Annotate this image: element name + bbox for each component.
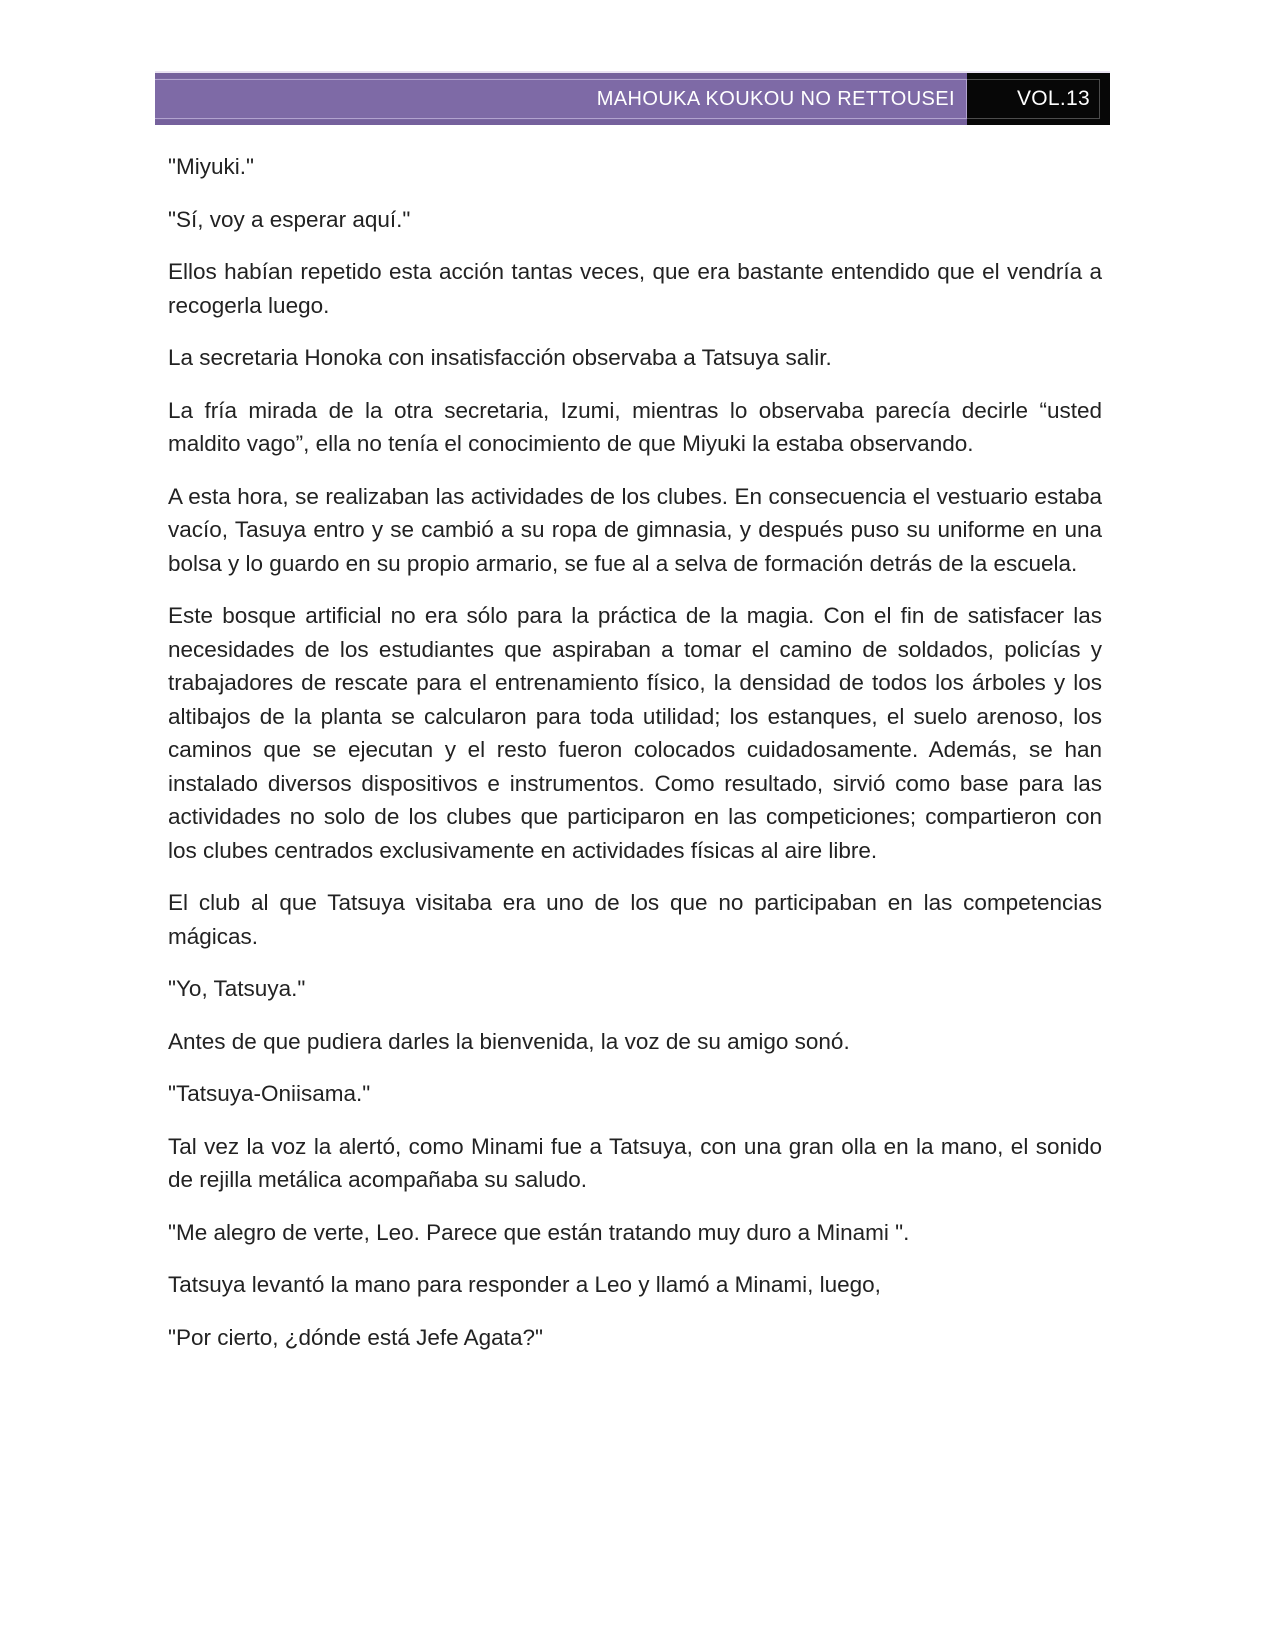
paragraph-dialogue: "Yo, Tatsuya." — [168, 976, 306, 1001]
volume-label: VOL.13 — [1016, 87, 1090, 110]
paragraph: Antes de que pudiera darles la bienvenida, la voz de su amigo sonó. — [168, 1028, 850, 1054]
paragraph: La fría mirada de la otra secretaria, Izumi, mientras lo observaba parecía decirle “usted maldito vago”, ella no tenía el conocimiento de que Miyuki la estaba observando. — [168, 397, 1102, 456]
paragraph-dialogue: "Me alegro de verte, Leo. Parece que están tratando muy duro a Minami ". — [168, 1219, 910, 1245]
paragraph-dialogue: "Miyuki." — [168, 154, 254, 179]
paragraph: Tatsuya levantó la mano para responder a Leo y llamó a Minami, luego, — [168, 1272, 881, 1297]
header-title-inner-frame — [155, 79, 967, 119]
paragraph: Este bosque artificial no era sólo para la práctica de la magia. Con el fin de satisfacer las necesidades de los estudiantes que aspiraban a tomar el camino de soldados, policías y trabajadores de rescate para el entrenamiento físico, la densidad de todos los árboles y los altibajos de la planta se calcularon para toda utilidad; los estanques, el suelo arenoso, los caminos que se ejecutan y el resto fueron colocados cuidadosamente. Además, se han instalado diversos dispositivos e instrumentos. Como resultado, sirvió como base para las actividades no solo de los clubes que participaron en las competiciones; compartieron con los clubes centrados exclusivamente en actividades físicas al aire libre. — [168, 603, 1102, 863]
book-title: MAHOUKA KOUKOU NO RETTOUSEI — [596, 87, 955, 110]
header-volume-inner-frame — [967, 79, 1100, 119]
paragraph: Tal vez la voz la alertó, como Minami fue a Tatsuya, con una gran olla en la mano, el sonido de rejilla metálica acompañaba su saludo. — [168, 1133, 1102, 1192]
paragraph-dialogue: "Tatsuya-Oniisama." — [168, 1081, 371, 1106]
paragraph: Ellos habían repetido esta acción tantas veces, que era bastante entendido que el vendría a recogerla luego. — [168, 259, 1102, 318]
paragraph: El club al que Tatsuya visitaba era uno de los que no participaban en las competencias mágicas. — [168, 890, 1102, 949]
paragraph-dialogue: "Sí, voy a esperar aquí." — [168, 206, 411, 232]
paragraph: A esta hora, se realizaban las actividades de los clubes. En consecuencia el vestuario estaba vacío, Tasuya entro y se cambió a su ropa de gimnasia, y después puso su uniforme en una bolsa y lo guardo en su propio armario, se fue al a selva de formación detrás de la escuela. — [168, 483, 1102, 576]
page-header — [155, 71, 1110, 125]
document-body — [168, 150, 1102, 1373]
paragraph: La secretaria Honoka con insatisfacción observaba a Tatsuya salir. — [168, 345, 832, 370]
header-volume-cell — [967, 73, 1110, 125]
header-title-cell — [155, 73, 967, 125]
paragraph-dialogue: "Por cierto, ¿dónde está Jefe Agata?" — [168, 1324, 543, 1350]
